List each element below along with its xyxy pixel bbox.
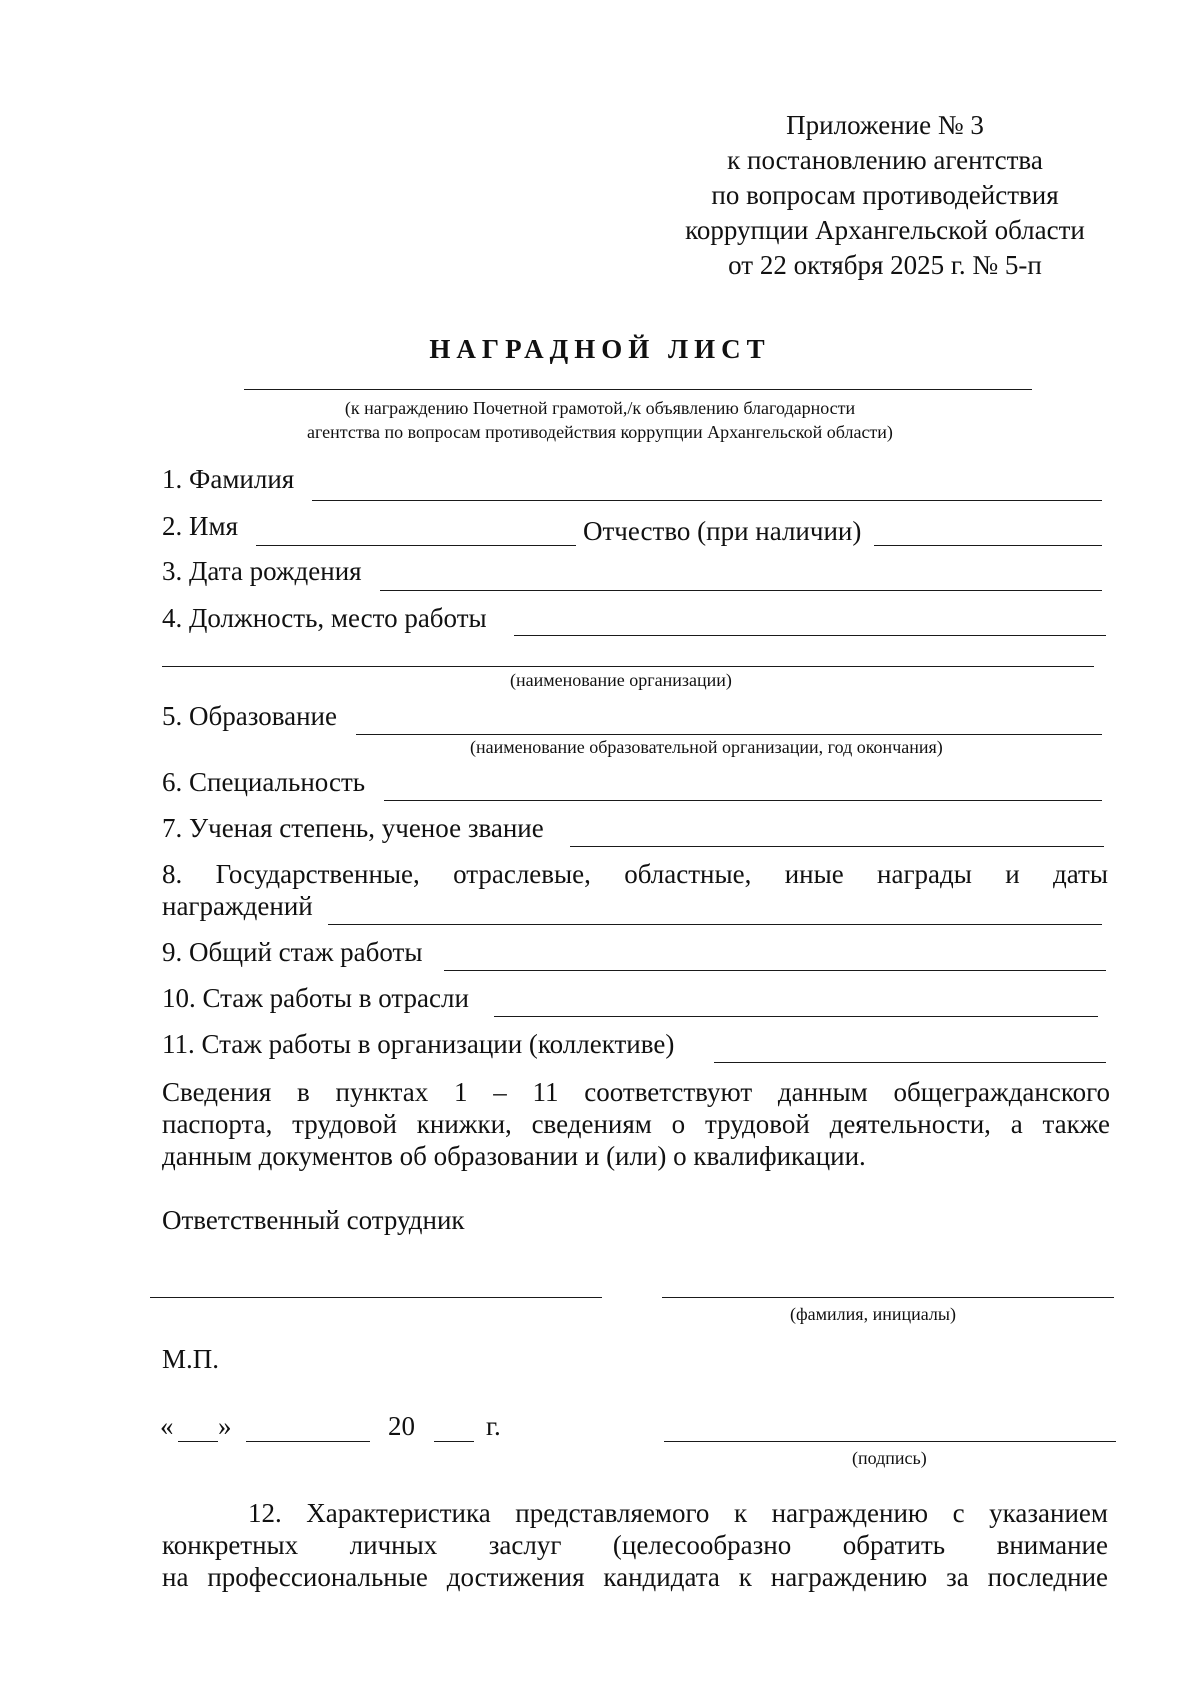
surname-field-line[interactable] bbox=[312, 500, 1102, 501]
date-year-prefix: 20 bbox=[388, 1411, 415, 1441]
date-year-line[interactable] bbox=[434, 1441, 474, 1442]
appendix-line: Приложение № 3 bbox=[786, 110, 984, 140]
statement-paragraph bbox=[162, 1076, 1110, 1172]
stamp-label: М.П. bbox=[162, 1344, 220, 1374]
awards-label-line: 8. Государственные, отраслевые, областные, иные награды и даты bbox=[162, 859, 1108, 889]
responsible-signature-line[interactable] bbox=[150, 1297, 602, 1298]
date-day-line[interactable] bbox=[178, 1441, 218, 1442]
field-label-education: 5. Образование bbox=[162, 701, 337, 731]
education-caption: (наименование образовательной организации, год окончания) bbox=[470, 737, 943, 757]
field-label-org-experience: 11. Стаж работы в организации (коллективе) bbox=[162, 1029, 675, 1059]
patronymic-field-line[interactable] bbox=[874, 545, 1102, 546]
subtitle-line: (к награждению Почетной грамотой,/к объявлению благодарности bbox=[344, 398, 856, 418]
organization-field-line[interactable] bbox=[162, 666, 1094, 667]
date-month-line[interactable] bbox=[246, 1441, 370, 1442]
signature-caption: (подпись) bbox=[852, 1448, 927, 1468]
awards-field-line[interactable] bbox=[328, 924, 1102, 925]
field-label-surname: 1. Фамилия bbox=[162, 464, 295, 494]
title-underline bbox=[244, 389, 1032, 390]
date-open-quote: « bbox=[160, 1411, 174, 1441]
field-label-degree: 7. Ученая степень, ученое звание bbox=[162, 813, 544, 843]
name-field-line[interactable] bbox=[256, 545, 576, 546]
awards-label-line: награждений bbox=[162, 891, 313, 921]
organization-caption: (наименование организации) bbox=[510, 670, 732, 690]
statement-line: паспорта, трудовой книжки, сведениям о трудовой деятельности, а также bbox=[162, 1109, 1110, 1139]
appendix-line: коррупции Архангельской области bbox=[685, 215, 1085, 245]
item12-line: 12. Характеристика представляемого к награждению с указанием bbox=[248, 1498, 1108, 1528]
org-experience-field-line[interactable] bbox=[714, 1062, 1106, 1063]
field-label-industry-experience: 10. Стаж работы в отрасли bbox=[162, 983, 469, 1013]
industry-experience-field-line[interactable] bbox=[494, 1016, 1098, 1017]
field-label-position: 4. Должность, место работы bbox=[162, 603, 487, 633]
name-caption: (фамилия, инициалы) bbox=[790, 1304, 956, 1324]
responsible-name-line[interactable] bbox=[662, 1297, 1114, 1298]
subtitle-line: агентства по вопросам противодействия коррупции Архангельской области) bbox=[307, 422, 893, 442]
document-title: НАГРАДНОЙ ЛИСТ bbox=[429, 334, 771, 364]
appendix-line: к постановлению агентства bbox=[727, 145, 1043, 175]
specialty-field-line[interactable] bbox=[384, 800, 1102, 801]
statement-line: данным документов об образовании и (или) о квалификации. bbox=[162, 1141, 866, 1171]
position-field-line[interactable] bbox=[514, 635, 1106, 636]
item12-line: на профессиональные достижения кандидата к награждению за последние bbox=[162, 1562, 1108, 1592]
field-label-total-experience: 9. Общий стаж работы bbox=[162, 937, 423, 967]
item12-paragraph bbox=[162, 1497, 1108, 1593]
date-year-suffix: г. bbox=[486, 1411, 501, 1441]
appendix-header bbox=[650, 108, 1120, 283]
field-label-birthdate: 3. Дата рождения bbox=[162, 556, 362, 586]
awards-label-block bbox=[162, 858, 1108, 890]
signature-line[interactable] bbox=[664, 1441, 1116, 1442]
field-label-specialty: 6. Специальность bbox=[162, 767, 366, 797]
education-field-line[interactable] bbox=[356, 734, 1102, 735]
degree-field-line[interactable] bbox=[570, 846, 1104, 847]
statement-line: Сведения в пунктах 1 – 11 соответствуют данным общегражданского bbox=[162, 1077, 1110, 1107]
appendix-line: по вопросам противодействия bbox=[711, 180, 1059, 210]
field-label-name: 2. Имя bbox=[162, 511, 239, 541]
responsible-label: Ответственный сотрудник bbox=[162, 1205, 465, 1235]
item12-line: конкретных личных заслуг (целесообразно обратить внимание bbox=[162, 1530, 1108, 1560]
total-experience-field-line[interactable] bbox=[444, 970, 1106, 971]
birthdate-field-line[interactable] bbox=[380, 590, 1102, 591]
appendix-line: от 22 октября 2025 г. № 5-п bbox=[728, 250, 1042, 280]
field-label-patronymic: Отчество (при наличии) bbox=[583, 516, 862, 546]
date-close-quote: » bbox=[218, 1411, 232, 1441]
